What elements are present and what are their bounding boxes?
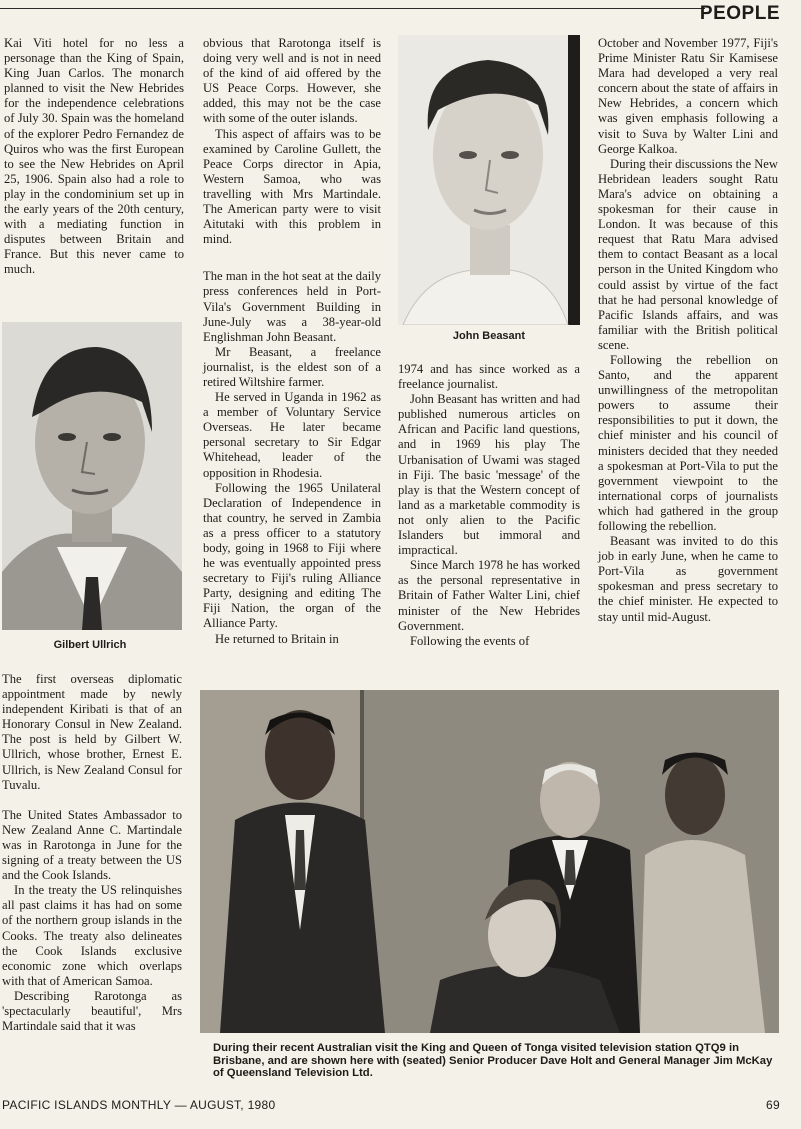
article-paragraph: The United States Ambassador to New Zealand Anne C. Martindale was in Rarotonga in June for the signing of a treaty between the US and the Cook Islands. (2, 807, 182, 883)
article-paragraph: 1974 and has since worked as a freelance journalist. (398, 362, 580, 392)
article-paragraph: Following the rebellion on Santo, and the apparent unwillingness of the metropolitan powers to assume their responsibilities to put it down, the chief minister and his council of ministers decided that they needed a spokesman at Port-Vila to put the government viewpoint to the international corps of journalists which had gathered in the group following the rebellion. (598, 352, 778, 533)
article-paragraph: During their discussions the New Hebridean leaders sought Ratu Mara's advice on obtaining a spokesman for their cause in London. It was because of this request that Ratu Mara advised them to contact Beasant as a local person in the United Kingdom who could assist by virtue of the fact that he had personal knowledge of Pacific Islands affairs, and was familiar with the British political scene. (598, 156, 778, 352)
article-paragraph: The man in the hot seat at the daily press conferences held in Port-Vila's Government Building in June-July was a 38-year-old Englishman John Beasant. (203, 269, 381, 344)
column-1-top (4, 36, 184, 278)
gilbert-ullrich-photo (2, 322, 182, 630)
column-1-bottom (2, 672, 182, 1034)
john-beasant-caption: John Beasant (452, 330, 526, 342)
article-paragraph: October and November 1977, Fiji's Prime Minister Ratu Sir Kamisese Mara had developed a very real concern about the state of affairs in New Hebrides, a concern which was given emphasis following a visit to Suva by Walter Lini and George Kalkoa. (598, 36, 778, 156)
article-paragraph: Describing Rarotonga as 'spectacularly beautiful', Mrs Martindale said that it was (2, 988, 182, 1034)
article-paragraph: This aspect of affairs was to be examined by Caroline Gullett, the Peace Corps director in Apia, Western Samoa, who was travelling with Mrs Martindale. The American party were to visit Aitutaki with this problem in mind. (203, 126, 381, 247)
john-beasant-photo (398, 35, 580, 325)
article-paragraph: Kai Viti hotel for no less a personage than the King of Spain, King Juan Carlos. The monarch planned to visit the New Hebrides for the independence celebrations of July 30. Spain was the homeland of the explorer Pedro Fernandez de Quiros who was the first European to see the New Hebrides on April 25, 1906. Spain also had a role to play in the condominium set up in the early years of the 20th century, with a mediating function in disputes between Britain and France. But this never came to much. (4, 36, 184, 277)
column-3 (398, 362, 580, 649)
header-rule (0, 8, 705, 9)
group-photo-caption: During their recent Australian visit the King and Queen of Tonga visited television station QTQ9 in Brisbane, and are shown here with (seated) Senior Producer Dave Holt and General Manager Jim McKay of Queensland Television Ltd. (213, 1042, 773, 1080)
article-paragraph: He served in Uganda in 1962 as a member of Voluntary Service Overseas. He later became personal secretary to Sir Edgar Whitehead, leader of the opposition in Rhodesia. (203, 390, 381, 480)
article-paragraph: Beasant was invited to do this job in early June, when he came to Port-Vila as government spokesman and press secretary to the chief minister. He expected to stay until mid-August. (598, 534, 778, 624)
article-paragraph: Mr Beasant, a freelance journalist, is the eldest son of a retired Wiltshire farmer. (203, 344, 381, 389)
page-number: 69 (766, 1098, 780, 1112)
article-paragraph: In the treaty the US relinquishes all past claims it has had on some of the northern group islands in the Cooks. The treaty also delineates the Cook Islands exclusive economic zone which overlaps with that of American Samoa. (2, 883, 182, 988)
section-title: PEOPLE (699, 3, 780, 24)
publication-footer: PACIFIC ISLANDS MONTHLY — AUGUST, 1980 (2, 1098, 276, 1112)
article-paragraph: John Beasant has written and had published numerous articles on African and Pacific land questions, and in 1969 his play The Urbanisation of Uwami was staged in Fiji. The basic 'message' of the play is that the Western concept of land as a marketable commodity is not only alien to the Pacific Islanders but immoral and impractical. (398, 392, 580, 558)
article-paragraph: obvious that Rarotonga itself is doing very well and is not in need of the kind of aid offered by the US Peace Corps. However, she added, this may not be the case with some of the outer islands. (203, 36, 381, 126)
column-2 (203, 36, 381, 647)
article-paragraph: The first overseas diplomatic appointment made by newly independent Kiribati is that of an Honorary Consul in New Zealand. The post is held by Gilbert W. Ullrich, whose brother, Ernest E. Ullrich, is New Zealand Consul for Tuvalu. (2, 672, 182, 792)
article-paragraph: Following the events of (410, 633, 530, 648)
article-paragraph: Since March 1978 he has worked as the personal representative in Britain of Father Walter Lini, chief minister of the New Hebrides Government. (398, 558, 580, 633)
article-paragraph: He returned to Britain in (215, 631, 339, 646)
article-paragraph: Following the 1965 Unilateral Declaration of Independence in that country, he served in Zambia as a press officer to a statutory body, going in 1968 to Fiji where he was eventually appointed press secretary to Fiji's ruling Alliance Party, designing and editing The Fiji Nation, the organ of the Alliance Party. (203, 480, 381, 631)
column-4 (598, 36, 778, 625)
gilbert-ullrich-caption: Gilbert Ullrich (53, 639, 127, 651)
tonga-royal-visit-photo (200, 690, 779, 1033)
